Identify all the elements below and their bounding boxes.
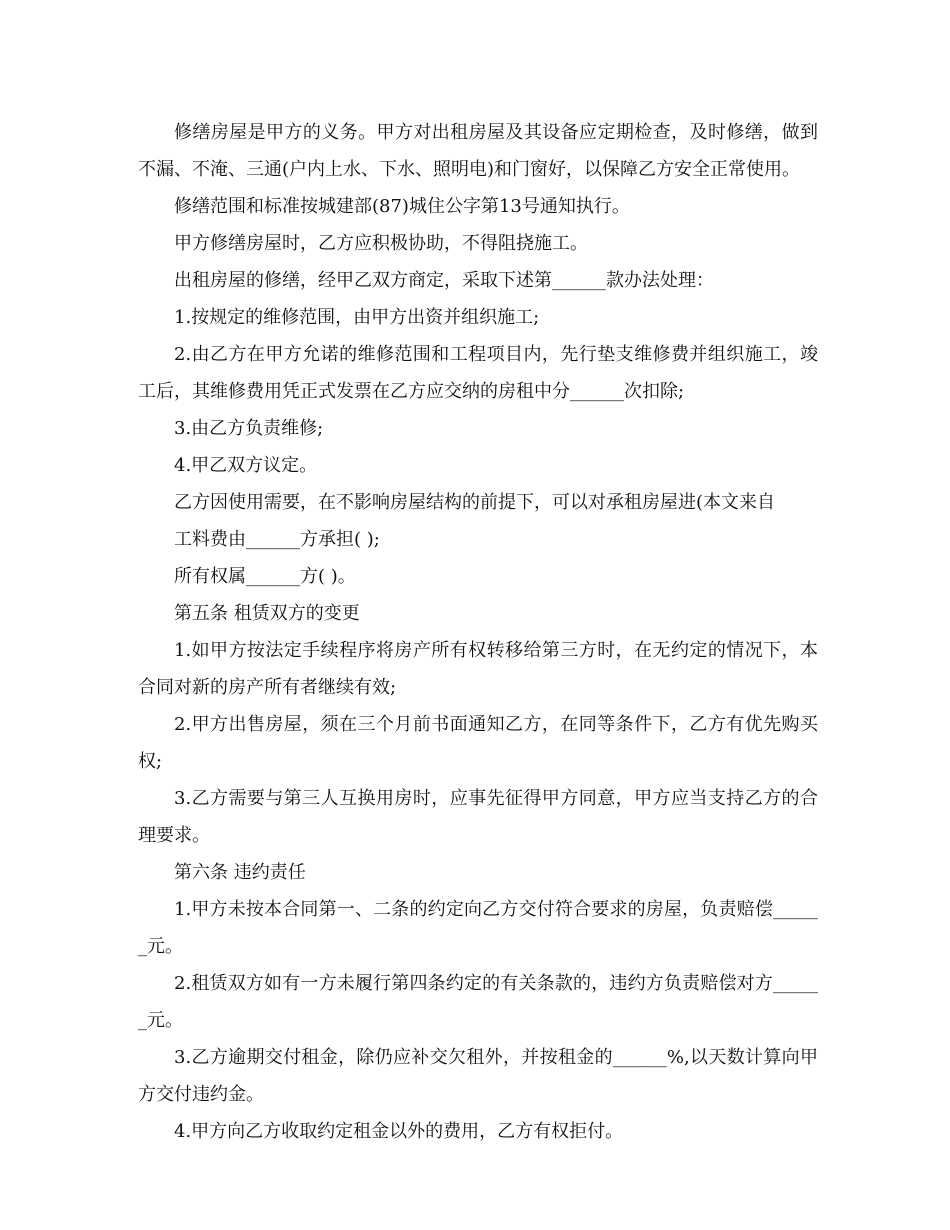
document-body bbox=[138, 114, 818, 1150]
list-item: 2.租赁双方如有一方未履行第四条约定的有关条款的，违约方负责赔偿对方______元。 bbox=[138, 973, 818, 1031]
list-item: 3.由乙方负责维修; bbox=[174, 418, 324, 439]
section-heading-article-6: 第六条 违约责任 bbox=[174, 862, 306, 883]
list-item: 1.按规定的维修范围，由甲方出资并组织施工; bbox=[174, 307, 540, 328]
paragraph-repair-duty: 修缮房屋是甲方的义务。甲方对出租房屋及其设备应定期检查，及时修缮，做到不漏、不淹、三通(户内上水、下水、照明电)和门窗好，以保障乙方安全正常使用。 bbox=[138, 122, 818, 180]
paragraph-repair-assist: 甲方修缮房屋时，乙方应积极协助，不得阻挠施工。 bbox=[174, 233, 588, 254]
list-item: 3.乙方逾期交付租金，除仍应补交欠租外，并按租金的______%,以天数计算向甲方交付违约金。 bbox=[138, 1047, 818, 1105]
list-item: 2.由乙方在甲方允诺的维修范围和工程项目内，先行垫支维修费并组织施工，竣工后，其维修费用凭正式发票在乙方应交纳的房租中分______次扣除; bbox=[138, 344, 818, 402]
list-item: 2.甲方出售房屋，须在三个月前书面通知乙方，在同等条件下，乙方有优先购买权; bbox=[138, 714, 818, 772]
list-item: 3.乙方需要与第三人互换用房时，应事先征得甲方同意，甲方应当支持乙方的合理要求。 bbox=[138, 788, 818, 846]
section-heading-article-5: 第五条 租赁双方的变更 bbox=[174, 603, 360, 624]
paragraph-repair-method: 出租房屋的修缮，经甲乙双方商定，采取下述第______款办法处理： bbox=[174, 270, 714, 291]
paragraph-ownership: 所有权属______方( )。 bbox=[174, 566, 356, 587]
list-item: 4.甲乙双方议定。 bbox=[174, 455, 318, 476]
list-item: 1.如甲方按法定手续程序将房产所有权转移给第三方时，在无约定的情况下，本合同对新的房产所有者继续有效; bbox=[138, 640, 818, 698]
list-item: 4.甲方向乙方收取约定租金以外的费用，乙方有权拒付。 bbox=[174, 1121, 624, 1142]
paragraph-repair-scope: 修缮范围和标准按城建部(87)城住公字第13号通知执行。 bbox=[174, 196, 630, 217]
paragraph-material-cost: 工料费由______方承担( ); bbox=[174, 529, 380, 550]
list-item: 1.甲方未按本合同第一、二条的约定向乙方交付符合要求的房屋，负责赔偿______元。 bbox=[138, 899, 818, 957]
paragraph-renovation: 乙方因使用需要，在不影响房屋结构的前提下，可以对承租房屋进(本文来自 bbox=[174, 492, 776, 513]
